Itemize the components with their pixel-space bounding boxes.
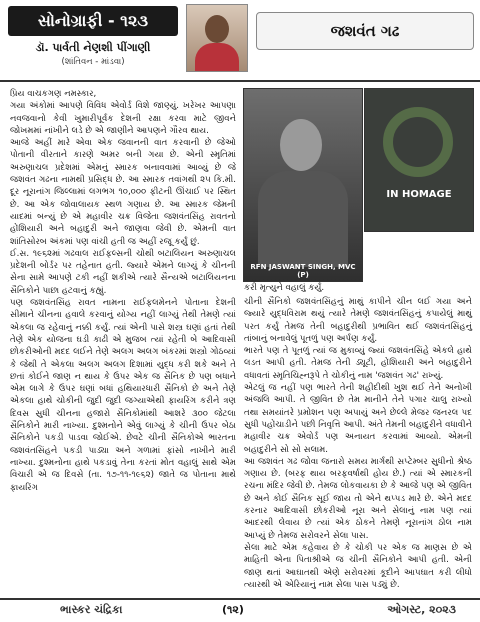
right-para: આ જશવંત ગઢ જોવા જનારો સમય માર્ગથી સપ્ટેમ્બર સુધીનો શ્રેષ્ઠ ગણાય છે. (બરફ થાય બરફવર્ષાથી હોય છે.) ત્યાં એ સ્મારકની રચના મંદિર જેવી છે. તેમજ લોકવાયકા છે કે આજે પણ એ જીવિત છે અને કોઈ સૈનિક સૂઈ જાય તો એને થપ્પડ મારે છે. એને મદદ કરનાર આદિવાસી છોકરીઓ નૂરા અને સેલાનું નામ પણ ત્યાં આદરથી લેવાય છે ત્યાં એક ઠોકને તેમણે નૂરાનાંગ ઠોલ નામ આપ્યું છે તેમજ સરોવરને સેલા પાસ.	[244, 456, 472, 541]
author-face	[205, 15, 229, 43]
right-column	[244, 296, 472, 591]
page-footer	[0, 598, 480, 622]
footer-date: ઓગસ્ટ, ૨૦૨૩	[387, 603, 456, 616]
page-header	[0, 0, 480, 82]
memorial-text: IN HOMAGE	[386, 189, 452, 200]
page-number: (૧૨)	[222, 603, 244, 616]
right-para: ચીની સૈનિકો જશવંતસિંહનું માથું કાપીને ચીન લઈ ગયા અને જ્યારે યુદ્ધવિરામ થયું ત્યારે તેમણે જશવંતસિંહનું કપાયેલું માથું પરત કર્યું તેમજ તેની બહાદુરીથી પ્રભાવિત થઈ જશવંતસિંહનું તાંબાનું બનાવેલું પૂતળું પણ અર્પણ કર્યું.	[244, 297, 472, 344]
author-place: (શાંતિવન - માંડવા)	[61, 57, 125, 67]
left-para: પ્રિય વાચકગણ નમસ્કાર,	[10, 89, 97, 99]
section-title: સોનોગ્રાફી - ૧૨૩	[8, 6, 178, 36]
memorial-photo	[364, 88, 474, 232]
author-body	[195, 43, 239, 71]
author-name: ડૉ. પાર્વતી નેણશી પીંગાણી	[35, 41, 151, 54]
footer-publication: ભાસ્કર ચંદ્રિકા	[60, 603, 123, 616]
left-para: ગયા અંકોમાં આપણે વિવિધ એવોર્ડ વિશે જાણ્યું. ખરેખર આપણા નવજવાનો કેવી ખુમારીપૂર્વક દેશની રક્ષા કરવા માટે જીવને જોખમમાં નાંખીને લડે છે એ જાણીને આપણને ગૌરવ થાય.	[10, 101, 236, 136]
soldier-head	[280, 119, 322, 171]
left-para: પણ જશવંતસિંહ રાવત નામના રાઈફલમેનને પોતાના દેશની સીમાને ચીનના હવાલે કરવાનું યોગ્ય નહીં લાગ્યું તેથી તેમણે ત્યાં એકલા જ રહેવાનું નક્કી કર્યું. ત્યાં એની પાસે શસ્ત્ર ઘણાં હતાં તેથી તેણે એક યોજના ઘડી કાઢી એ મુજબ ત્યાં રહેતી બે આદિવાસી છોકરીઓની મદદ લઈને તેણે અલગ અલગ બંકરમાં શસ્ત્રો ગોઠવ્યાં કે જેથી તે એકલા અલગ અલગ દિશામાં યુદ્ધ કરી શકે અને તે છતાં કોઈને જાણ ન થાય કે ઉપર એક જ સૈનિક છે પણ બધાને એમ લાગે કે ઉપર ઘણાં બધાં હથિયારધારી સૈનિકો છે અને તેણે એકલા હાથે ચોકીની જુદી જુદી જગ્યાએથી ફાયરિંગ કરીને ત્રણ દિવસ સુધી ચીનના હજારો સૈનિકોમાંથી આશરે ૩૦૦ જેટલા સૈનિકોને મારી નાખ્યા. દુશ્મનોને એવું લાગ્યું કે ચીની ઉપર બેઠા સૈનિકોને પકડી પાડવા જોઈએ. છેવટે ચીની સૈનિકોએ ભારતના જશવંતસિંહને પકડી પાડ્યા અને ગળામાં ફાંસો નાખીને મારી નાખ્યા. દુશ્મનોના હાથે પકડાવું તેના કરતાં મોત વહાલું સાથે એમ વિચારી એ જ દિવસે (તા. ૧૭-૧૧-૧૯૬૨) જાતે જ પોતાના માથે ફાયરિંગ	[10, 298, 236, 493]
soldier-photo	[243, 88, 363, 282]
left-para: આજે અહીં મારે એવા એક જવાનની વાત કરવાની છે જેઓ પોતાની વીરતાને કારણે અમર બની ગયા છે. એની સ્મૃતિમાં અરુણાચલ પ્રદેશમાં એમનું સ્મારક બનાવવામાં આવ્યું છે જે જશવંત ગઢના નામથી પ્રસિદ્ધ છે. આ સ્મારક તવાંગથી ૨૫ કિ.મી. દૂર નૂરાનાંગ જિલ્લામાં લગભગ ૧૦,૦૦૦ ફીટની ઊંચાઈ પર સ્થિત છે. આ એક જોવાલાયક સ્થળ ગણાય છે. આ સ્મારક જેમની યાદમાં બન્યું છે એ મહાવીર ચક્ર વિજેતા જશવંતસિંહ રાવતનો હોંશિયારી અને બહાદુરી અને જાણવા જેવી છે. એમની વાત શાંતિસોરબ અંકમાં પણ વાંચી હતી જ અહીં રજૂ કર્યું છું.	[10, 138, 236, 247]
wreath-icon	[383, 107, 453, 177]
right-para: કરી મૃત્યુને વહાલું કર્યું.	[244, 283, 325, 293]
author-photo	[186, 4, 248, 72]
left-para: ઈ.સ. ૧૯૬૨માં ગઢવાલ રાઈફલ્સની ચોથી બટાલિયન અરુણાચલ પ્રદેશની બોર્ડર પર તહેનાત હતી. જ્યારે એમને લાગ્યું કે ચીનની સેના સામે આપણે ટકી નહીં શકીએ ત્યારે સૈન્યએ બટાલિયનના સૈનિકોને પાછા હટવાનું કહ્યું.	[10, 248, 236, 296]
right-para: ભારતે પણ તે પૂતળું ત્યાં જ મુકાવ્યું જ્યાં જશવંતસિંહે એકલે હાથે લડત આપી હતી. તેમજ તેની ડ્યૂટી, હોંશિયારી અને બહાદુરીને વધાવતાં સ્મૃતિચિહ્નરૂપે તે ચોકીનું નામ 'જશવંત ગઢ' રાખ્યું.	[244, 346, 472, 381]
article-topic: જશવંત ગઢ	[256, 12, 474, 50]
right-column-top	[244, 282, 362, 294]
right-para: એટલું જ નહીં પણ ભારતે તેની શહીદીથી ખુશ થઈ તેને અનોખી અંજલિ આપી. તે જીવિત છે તેમ માનીને તેને પગાર ચાલુ રાખ્યો તથા સમયાંતરે પ્રમોશન પણ અપાયું અને છેલ્લે મેજર જનરલ પદ સુધી પહોંચાડીને પછી નિવૃત્તિ આપી. અંતે તેમની બહાદુરીને વધાવીને મહાવીર ચક્ર એવોર્ડ પણ અનાયત કરવામાં આવ્યો. એમની બહાદુરીને સો સો સલામ.	[244, 383, 472, 455]
header-divider	[0, 80, 480, 82]
soldier-torso	[258, 171, 348, 267]
right-para: સેલા માટે એમ કહેવાય છે કે ચોકી પર એક જ માણસ છે એ માહિતી એના પિતાશ્રીએ જ ચીની સૈનિકોને આપી હતી. એની જાણ થતાં આઘાતથી એણે સરોવરમાં કૂદીને આપઘાત કરી લીધો ત્યારથી એ એરિયાનું નામ સેલા પાસ પડ્યું છે.	[244, 542, 472, 590]
left-column	[10, 88, 236, 494]
soldier-caption: RFN JASWANT SINGH, MVC (P)	[250, 263, 356, 279]
